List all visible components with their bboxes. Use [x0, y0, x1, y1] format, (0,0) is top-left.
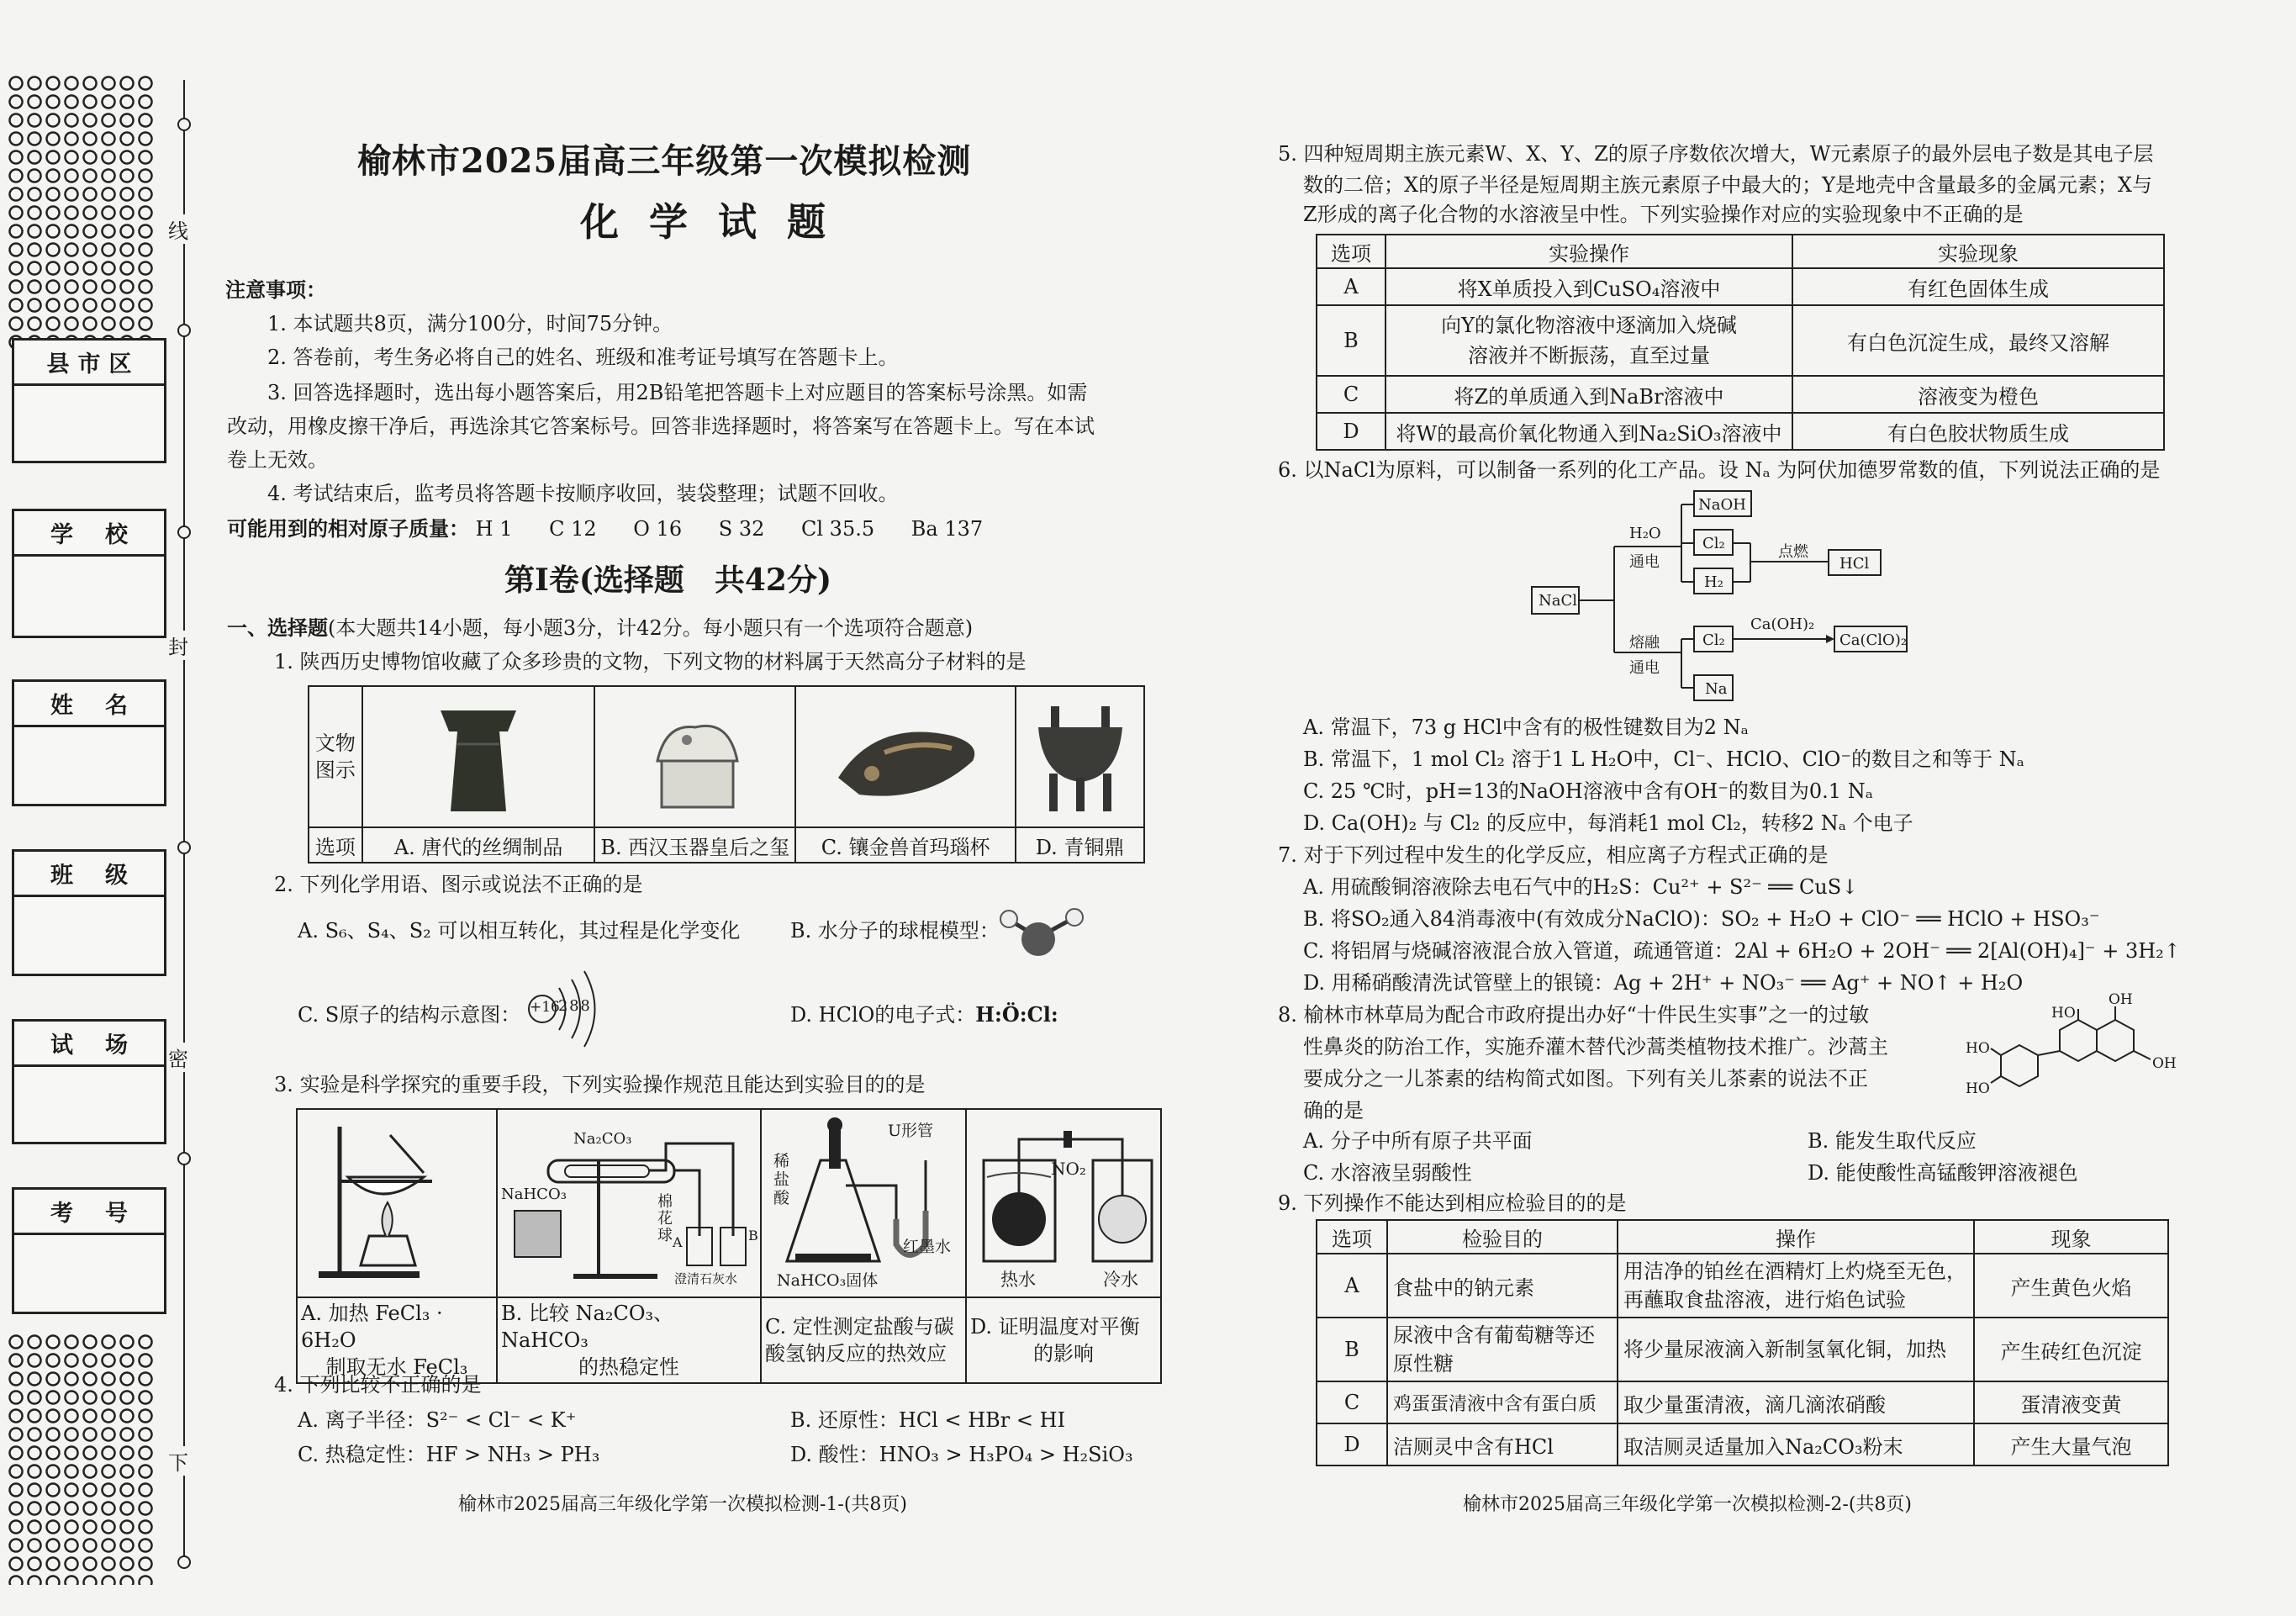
sulfur-atom-diagram — [521, 967, 605, 1051]
bronze-ding-icon — [1017, 688, 1143, 826]
struct-ho-mid: HO — [2051, 1005, 2076, 1022]
q3-cap-d2: 的影响 — [1033, 1342, 1094, 1365]
node-hcl: HCl — [1839, 555, 1870, 573]
note-3: 3. 回答选择题时，选出每小题答案后，用2B铅笔把答题卡上对应题目的答案标号涂黑。如需 — [267, 381, 1088, 404]
part-desc: (本大题共14小题，每小题3分，计42分。每小题只有一个选项符合题意) — [328, 616, 974, 640]
node-h2: H₂ — [1704, 573, 1723, 591]
q9-header-phenomenon: 现象 — [1974, 1220, 2168, 1254]
label-hot-water: 热水 — [1000, 1270, 1036, 1290]
note-3b: 改动，用橡皮擦干净后，再选涂其它答案标号。回答非选择题时，将答案写在答题卡上。写在本试 — [227, 415, 1095, 438]
q3-cap-a2: 制取无水 FeCl₃ — [325, 1355, 468, 1379]
binding-hole — [177, 1152, 191, 1165]
q5-row-d-ph: 有白色胶状物质生成 — [1792, 413, 2164, 450]
q1-img-c — [795, 686, 1016, 827]
mass-cl: Cl 35.5 — [801, 517, 875, 541]
q3-fig-c — [761, 1109, 966, 1297]
notes-title: 注意事项： — [225, 277, 326, 302]
label-red-ink: 红墨水 — [903, 1238, 952, 1256]
q8-stem-4: 确的是 — [1303, 1099, 1364, 1122]
q8-option-c: C. 水溶液呈弱酸性 — [1303, 1161, 1472, 1185]
q8-stem-2: 性鼻炎的防治工作，实施乔灌木替代沙蒿类植物技术推广。沙蒿主 — [1303, 1035, 1888, 1059]
q5-row-d-key: D — [1317, 413, 1386, 450]
q5-row-a-key: A — [1317, 268, 1386, 305]
binding-mark-3: 密 — [168, 1043, 188, 1072]
q5-header-operation: 实验操作 — [1386, 235, 1792, 268]
field-exam-number[interactable] — [12, 1187, 166, 1314]
q4-option-c: C. 热稳定性：HF > NH₃ > PH₃ — [298, 1443, 600, 1466]
q3-stem: 3. 实验是科学探究的重要手段，下列实验操作规范且能达到实验目的的是 — [274, 1073, 926, 1096]
q8-option-b: B. 能发生取代反应 — [1808, 1129, 1977, 1153]
silk-robe-icon — [364, 688, 594, 826]
cond-electrolysis-2: 通电 — [1629, 659, 1660, 677]
q4-option-d: D. 酸性：HNO₃ > H₃PO₄ > H₂SiO₃ — [790, 1443, 1133, 1466]
mass-c: C 12 — [549, 517, 597, 541]
binding-mark-2: 封 — [168, 631, 188, 660]
sulfur-shells: 2 8 8 — [558, 997, 589, 1015]
q5-row-c-key: C — [1317, 376, 1386, 413]
q9-row-d-key: D — [1317, 1423, 1387, 1465]
q9-header-operation: 操作 — [1618, 1220, 1974, 1254]
cond-caoh2: Ca(OH)₂ — [1750, 615, 1815, 633]
node-cl2-upper: Cl₂ — [1702, 535, 1725, 552]
q2-option-d — [790, 1001, 1058, 1029]
cond-molten: 熔融 — [1629, 634, 1660, 652]
q6-option-a: A. 常温下，73 g HCl中含有的极性键数目为2 Nₐ — [1303, 716, 1749, 739]
q2-option-a: A. S₆、S₄、S₂ 可以相互转化，其过程是化学变化 — [298, 919, 741, 943]
q1-option-c: C. 镶金兽首玛瑙杯 — [795, 827, 1016, 863]
note-4: 4. 考试结束后，监考员将答题卡按顺序收回，装袋整理；试题不回收。 — [267, 482, 899, 505]
dot-pattern-top — [7, 74, 155, 351]
q3-cap-a1: A. 加热 FeCl₃ · 6H₂O — [301, 1302, 443, 1352]
mass-ba: Ba 137 — [910, 517, 984, 541]
q5-row-b-key: B — [1317, 305, 1386, 376]
jade-seal-icon — [596, 688, 794, 826]
q1-option-d: D. 青铜鼎 — [1016, 827, 1144, 863]
node-nacl: NaCl — [1539, 592, 1578, 610]
label-limewater: 澄清石灰水 — [674, 1271, 738, 1286]
q5-row-c-op: 将Z的单质通入到NaBr溶液中 — [1386, 376, 1792, 413]
q3-fig-a — [297, 1109, 497, 1297]
q8-stem-1: 8. 榆林市林草局为配合市政府提出办好“十件民生实事”之一的过敏 — [1278, 1003, 1870, 1027]
field-class[interactable] — [12, 849, 166, 976]
q1-option-b: B. 西汉玉器皇后之玺 — [594, 827, 795, 863]
q1-table — [308, 685, 1145, 863]
binding-line — [183, 80, 185, 1568]
dot-pattern-bottom — [7, 1333, 155, 1585]
q8-stem-3: 要成分之一儿茶素的结构简式如图。下列有关儿茶素的说法不正 — [1303, 1067, 1868, 1091]
q6-option-d: D. Ca(OH)₂ 与 Cl₂ 的反应中，每消耗1 mol Cl₂，转移2 Nₐ 个电子 — [1303, 811, 1913, 835]
q5-stem-2: 数的二倍；X的原子半径是短周期主族元素原子中最大的；Y是地壳中含量最多的金属元素；X与 — [1303, 173, 2153, 197]
q4-option-b: B. 还原性：HCl < HBr < HI — [790, 1408, 1066, 1432]
field-county[interactable] — [12, 338, 166, 463]
node-cl2-lower: Cl₂ — [1702, 631, 1725, 649]
q7-option-c: C. 将铝屑与烧碱溶液混合放入管道，疏通管道：2Al + 6H₂O + 2OH⁻ ══ 2[Al(OH)₄]⁻ + 3H₂↑ — [1303, 939, 2181, 963]
q7-option-d: D. 用稀硝酸清洗试管壁上的银镜：Ag + 2H⁺ + NO₃⁻ ══ Ag⁺ + NO↑ + H₂O — [1303, 971, 2024, 995]
q5-row-d-op: 将W的最高价氧化物通入到Na₂SiO₃溶液中 — [1386, 413, 1792, 450]
part-heading-label: 一、选择题 — [227, 615, 328, 640]
field-room-label: 试场 — [14, 1022, 164, 1067]
q3-caption-b — [497, 1297, 761, 1383]
q3-cap-d1: D. 证明温度对平衡 — [970, 1315, 1140, 1339]
q3-fig-d — [966, 1109, 1161, 1297]
evaporating-dish-apparatus — [298, 1110, 496, 1293]
label-hcl: 稀盐酸 — [773, 1152, 790, 1207]
hclo-electron-formula: H:Ö:Cl: — [975, 1002, 1058, 1027]
mass-o: O 16 — [633, 517, 683, 541]
binding-hole — [177, 525, 191, 539]
struct-ho-left1: HO — [1966, 1040, 1990, 1057]
q3-caption-c — [761, 1297, 966, 1383]
binding-hole — [177, 118, 191, 131]
q5-stem-3: Z形成的离子化合物的水溶液呈中性。下列实验操作对应的实验现象中不正确的是 — [1303, 203, 2024, 226]
exam-title: 榆林市2025届高三年级第一次模拟检测 — [357, 141, 972, 181]
q9-row-d-ph: 产生大量气泡 — [1974, 1423, 2168, 1465]
label-u-tube: U形管 — [888, 1122, 934, 1140]
label-cold-water: 冷水 — [1103, 1270, 1138, 1290]
agate-cup-icon — [797, 688, 1014, 826]
binding-hole — [177, 324, 191, 337]
note-3c: 卷上无效。 — [227, 448, 328, 472]
q6-option-b: B. 常温下，1 mol Cl₂ 溶于1 L H₂O中，Cl⁻、HClO、ClO⁻的数目之和等于 Nₐ — [1303, 747, 2024, 771]
struct-ho-left2: HO — [1966, 1080, 1990, 1097]
q9-row-d-purpose: 洁厕灵中含有HCl — [1387, 1423, 1618, 1465]
label-tube-a: A — [673, 1234, 683, 1250]
node-caclo2: Ca(ClO)₂ — [1839, 631, 1908, 649]
q3-cap-b2: 的热稳定性 — [578, 1355, 679, 1379]
q2-option-d-label: D. HClO的电子式： — [790, 1003, 976, 1027]
q8-option-d: D. 能使酸性高锰酸钾溶液褪色 — [1808, 1161, 2078, 1185]
q9-table — [1316, 1219, 2169, 1466]
q4-stem: 4. 下列比较不正确的是 — [274, 1373, 482, 1397]
part-heading — [227, 614, 973, 642]
q9-row-b-key: B — [1317, 1318, 1387, 1381]
label-na2co3: Na₂CO₃ — [573, 1130, 632, 1148]
q7-stem: 7. 对于下列过程中发生的化学反应，相应离子方程式正确的是 — [1278, 843, 1829, 867]
cond-ignite: 点燃 — [1778, 543, 1808, 561]
q7-option-b: B. 将SO₂通入84消毒液中(有效成分NaClO)：SO₂ + H₂O + ClO⁻ ══ HClO + HSO₃⁻ — [1303, 907, 2100, 931]
q9-row-b-purpose: 尿液中含有葡萄糖等还原性糖 — [1387, 1318, 1618, 1381]
struct-oh-top: OH — [2109, 991, 2133, 1008]
binding-hole — [177, 1555, 191, 1569]
q9-row-c-purpose: 鸡蛋蛋清液中含有蛋白质 — [1387, 1381, 1618, 1423]
q5-row-b-ph: 有白色沉淀生成，最终又溶解 — [1792, 305, 2164, 376]
q1-row2-label: 选项 — [309, 827, 362, 863]
q5-header-option: 选项 — [1317, 235, 1386, 268]
q5-stem-1: 5. 四种短周期主族元素W、X、Y、Z的原子序数依次增大，W元素原子的最外层电子数是其电子层 — [1278, 142, 2154, 166]
label-tube-b: B — [748, 1228, 758, 1244]
field-class-label: 班级 — [14, 852, 164, 897]
q6-stem: 6. 以NaCl为原料，可以制备一系列的化工产品。设 Nₐ 为阿伏加德罗常数的值，下列说法正确的是 — [1278, 458, 2161, 482]
q1-row-label-figure — [309, 686, 362, 827]
mass-s: S 32 — [718, 517, 765, 541]
field-name-label: 姓名 — [14, 682, 164, 727]
heat-effect-apparatus — [762, 1110, 965, 1293]
q5-row-b-op: 向Y的氯化物溶液中逐滴加入烧碱溶液并不断振荡，直至过量 — [1386, 305, 1792, 376]
left-footer: 榆林市2025届高三年级化学第一次模拟检测-1-(共8页) — [458, 1494, 908, 1515]
note-1: 1. 本试题共8页，满分100分，时间75分钟。 — [267, 312, 673, 335]
q2-option-c: C. S原子的结构示意图： — [298, 1003, 521, 1027]
q7-option-a: A. 用硫酸铜溶液除去电石气中的H₂S：Cu²⁺ + S²⁻ ══ CuS↓ — [1303, 875, 1859, 899]
cond-electrolysis-1: 通电 — [1629, 553, 1660, 571]
field-school-label: 学校 — [14, 511, 164, 557]
mass-h: H 1 — [475, 517, 513, 541]
q9-row-c-op: 取少量蛋清液，滴几滴浓硝酸 — [1618, 1381, 1974, 1423]
label-no2: NO₂ — [1051, 1159, 1086, 1179]
q1-stem: 1. 陕西历史博物馆收藏了众多珍贵的文物，下列文物的材料属于天然高分子材料的是 — [274, 650, 1027, 673]
q3-fig-b — [497, 1109, 761, 1297]
atomic-masses — [227, 515, 983, 543]
q1-img-a — [362, 686, 595, 827]
node-naoh: NaOH — [1698, 496, 1746, 514]
q3-cap-c1: C. 定性测定盐酸与碳 — [765, 1315, 954, 1339]
field-room[interactable] — [12, 1019, 166, 1144]
note-2: 2. 答卷前，考生务必将自己的姓名、班级和准考证号填写在答题卡上。 — [267, 346, 899, 369]
binding-hole — [177, 841, 191, 854]
label-nahco3: NaHCO₃ — [501, 1186, 567, 1203]
q1-row1-label: 文物图示 — [314, 731, 356, 782]
q1-img-d — [1016, 686, 1144, 827]
q1-img-b — [594, 686, 795, 827]
q9-header-purpose: 检验目的 — [1387, 1220, 1618, 1254]
catechin-structure — [1959, 991, 2186, 1110]
q9-row-a-purpose: 食盐中的钠元素 — [1387, 1254, 1618, 1318]
q5-row-a-op: 将X单质投入到CuSO₄溶液中 — [1386, 268, 1792, 305]
subject-title: 化 学 试 题 — [580, 199, 835, 245]
q9-row-a-ph: 产生黄色火焰 — [1974, 1254, 2168, 1318]
label-nahco3-solid: NaHCO₃固体 — [777, 1271, 879, 1290]
field-exam-number-label: 考号 — [14, 1190, 164, 1235]
section-title: 第Ⅰ卷(选择题 共42分) — [504, 562, 832, 598]
q9-row-c-key: C — [1317, 1381, 1387, 1423]
q9-header-option: 选项 — [1317, 1220, 1387, 1254]
q3-cap-c2: 酸氢钠反应的热效应 — [765, 1342, 947, 1365]
q6-option-c: C. 25 ℃时，pH=13的NaOH溶液中含有OH⁻的数目为0.1 Nₐ — [1303, 779, 1873, 803]
node-na: Na — [1705, 680, 1728, 698]
sulfur-nucleus: +16 — [530, 999, 560, 1016]
q5-row-a-ph: 有红色固体生成 — [1792, 268, 2164, 305]
q3-cap-b1: B. 比较 Na₂CO₃、NaHCO₃ — [501, 1302, 674, 1352]
q9-stem: 9. 下列操作不能达到相应检验目的的是 — [1278, 1191, 1627, 1215]
q9-row-d-op: 取洁厕灵适量加入Na₂CO₃粉末 — [1618, 1423, 1974, 1465]
nacl-flow-diagram — [1530, 488, 1967, 706]
q5-header-phenomenon: 实验现象 — [1792, 235, 2164, 268]
label-cotton: 棉花球 — [657, 1193, 673, 1244]
q3-caption-d — [966, 1297, 1161, 1383]
q4-option-a: A. 离子半径：S²⁻ < Cl⁻ < K⁺ — [298, 1408, 577, 1432]
binding-mark-4: 下 — [168, 1446, 188, 1476]
q8-option-a: A. 分子中所有原子共平面 — [1303, 1129, 1533, 1153]
q9-row-a-op: 用洁净的铂丝在酒精灯上灼烧至无色，再蘸取食盐溶液，进行焰色试验 — [1618, 1254, 1974, 1318]
q3-table — [296, 1108, 1162, 1384]
q2-stem: 2. 下列化学用语、图示或说法不正确的是 — [274, 873, 643, 896]
water-ball-stick-model — [992, 904, 1093, 963]
struct-oh-right: OH — [2152, 1055, 2177, 1072]
q5-row-c-ph: 溶液变为橙色 — [1792, 376, 2164, 413]
atomic-mass-label: 可能用到的相对原子质量： — [227, 516, 469, 541]
q9-row-c-ph: 蛋清液变黄 — [1974, 1381, 2168, 1423]
cond-h2o: H₂O — [1629, 525, 1661, 542]
right-footer: 榆林市2025届高三年级化学第一次模拟检测-2-(共8页) — [1463, 1494, 1913, 1515]
field-name[interactable] — [12, 679, 166, 806]
binding-mark-1: 线 — [168, 214, 188, 244]
q5-table — [1316, 234, 2165, 451]
q9-row-a-key: A — [1317, 1254, 1387, 1318]
q2-option-b: B. 水分子的球棍模型： — [790, 919, 1000, 943]
q9-row-b-ph: 产生砖红色沉淀 — [1974, 1318, 2168, 1381]
q9-row-b-op: 将少量尿液滴入新制氢氧化铜，加热 — [1618, 1318, 1974, 1381]
field-county-label: 县市区 — [14, 341, 164, 386]
q1-option-a: A. 唐代的丝绸制品 — [362, 827, 595, 863]
field-school[interactable] — [12, 509, 166, 638]
